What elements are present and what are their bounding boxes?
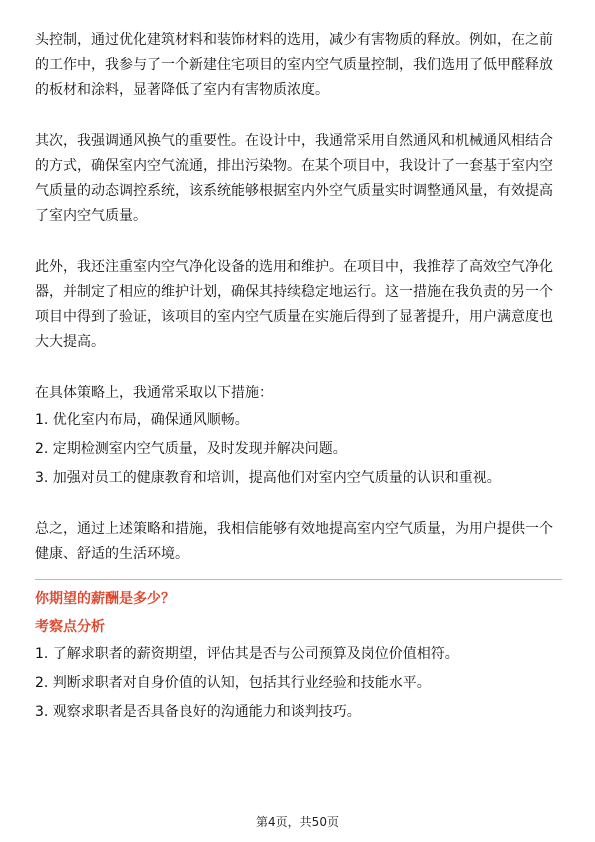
strategy-item: 1. 优化室内布局，确保通风顺畅。 [35,412,249,428]
analysis-point: 2. 判断求职者对自身价值的认知，包括其行业经验和技能水平。 [35,675,431,691]
page-number: 第4页，共50页 [256,815,339,829]
question-title: 你期望的薪酬是多少？ [35,591,175,607]
paragraph-source-control: 头控制，通过优化建筑材料和装饰材料的选用，减少有害物质的释放。例如，在之前的工作中，我参与了一个新建住宅项目的室内空气质量控制，我们选用了低甲醛释放的板材和涂料，显著降低了室内有害物质浓度。 [35,32,553,98]
page-content [35,28,562,729]
paragraph-ventilation: 其次，我强调通风换气的重要性。在设计中，我通常采用自然通风和机械通风相结合的方式，确保室内空气流通，排出污染物。在某个项目中，我设计了一套基于室内空气质量的动态调控系统，该系统能够根据室内外空气质量实时调整通风量，有效提高了室内空气质量。 [35,133,553,224]
strategy-intro: 在具体策略上，我通常采取以下措施： [35,385,273,401]
analysis-point: 1. 了解求职者的薪资期望，评估其是否与公司预算及岗位价值相符。 [35,646,459,662]
section-divider [35,579,562,580]
analysis-heading: 考察点分析 [35,619,105,635]
analysis-point: 3. 观察求职者是否具备良好的沟通能力和谈判技巧。 [35,704,361,720]
paragraph-purification: 此外，我还注重室内空气净化设备的选用和维护。在项目中，我推荐了高效空气净化器，并制定了相应的维护计划，确保其持续稳定地运行。这一措施在我负责的另一个项目中得到了验证，该项目的室内空气质量在实施后得到了显著提升，用户满意度也大大提高。 [35,259,553,350]
strategy-item: 2. 定期检测室内空气质量，及时发现并解决问题。 [35,441,347,457]
paragraph-conclusion: 总之，通过上述策略和措施，我相信能够有效地提高室内空气质量，为用户提供一个健康、舒适的生活环境。 [35,521,553,562]
strategy-list [35,381,562,491]
strategy-item: 3. 加强对员工的健康教育和培训，提高他们对室内空气质量的认识和重视。 [35,470,501,486]
